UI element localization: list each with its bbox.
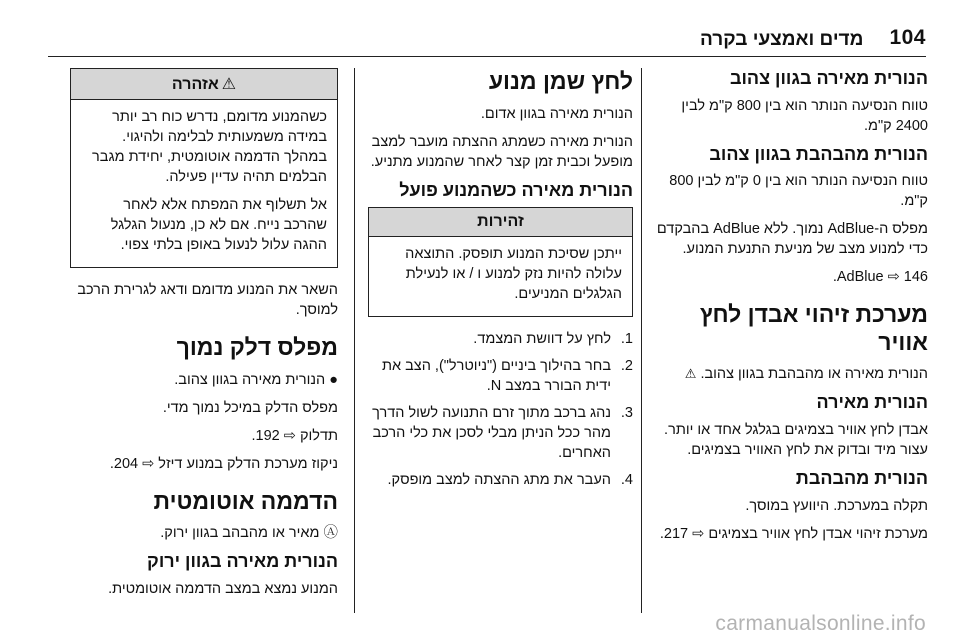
tire-pressure-text: הנורית מאירה או מהבהבת בגוון צהוב. bbox=[700, 366, 928, 383]
oil-intro: הנורית מאירה בגוון אדום. bbox=[480, 105, 633, 122]
autostop-subtext: המנוע נמצא במצב הדממה אוטומטית. bbox=[108, 580, 338, 597]
low-fuel-bullet-text: הנורית מאירה בגוון צהוב. bbox=[174, 371, 326, 388]
autostop-subheading: הנורית מאירה בגוון ירוק bbox=[147, 551, 338, 572]
oil-intro-2: הנורית מאירה כשמתג ההצתה מועבר למצב מופעל וכבית זמן קצר לאחר שהמנוע מתניע. bbox=[370, 133, 633, 170]
step-number: 3. bbox=[620, 405, 633, 422]
step-text: נהג ברכב מתוך זרם התנועה לשול הדרך מהר ככל הניתן מבלי לסכן את כלי הרכב האחרים. bbox=[372, 405, 611, 462]
low-fuel-indicator bbox=[70, 370, 338, 390]
warning-body bbox=[71, 100, 337, 267]
watermark: carmanualsonline.info bbox=[715, 612, 926, 635]
header-rule bbox=[48, 56, 926, 57]
page-title: מדים ואמצעי בקרה bbox=[700, 29, 864, 50]
adblue-text: מפלס ה-AdBlue נמוך. ללא AdBlue בהבקדם כדי למנוע מצב של מניעת התנעת המנוע. bbox=[656, 221, 928, 258]
warning-triangle-icon: ⚠ bbox=[221, 74, 237, 93]
warning-text-1: כשהמנוע מדומם, נדרש כוח רב יותר במידה משמעותית לבלימה ולהיגוי. במהלך הדממה אוטומטית, יחידת מגבר הבלמים תהיה עדיין פעילה. bbox=[92, 109, 327, 185]
tire-pressure-heading: מערכת זיהוי אבדן לחץ אוויר bbox=[699, 301, 928, 355]
green-heading: הנורית מאירה בגוון צהוב bbox=[729, 68, 928, 88]
blink-text: טווח הנסיעה הנותר הוא בין 0 ק"מ לבין 800 ק"מ. bbox=[669, 173, 928, 210]
caution-heading: זהירות bbox=[369, 208, 632, 237]
green-text: טווח הנסיעה הנותר הוא בין 800 ק"מ לבין 2400 ק"מ. bbox=[681, 97, 928, 134]
warning-text-2: אל תשלוף את המפתח אלא לאחר שהרכב נייח. אם לא כן, מנעול הגלגל ההגה עלול לנעול באופן בלתי צפוי. bbox=[110, 197, 327, 253]
warning-box bbox=[70, 68, 338, 268]
caution-body bbox=[369, 237, 632, 316]
steps-list bbox=[368, 329, 633, 490]
low-fuel-heading: מפלס דלק נמוך bbox=[176, 334, 338, 360]
column-left bbox=[70, 68, 338, 607]
tire-flash-heading: הנורית מהבהבת bbox=[795, 467, 928, 488]
step-text: לחץ על דוושת המצמד. bbox=[473, 331, 611, 348]
caution-text: ייתכן שסיכת המנוע תופסק. התוצאה עלולה להיות נזק למנוע ו / או לנעילת הגלגלים המניעים. bbox=[405, 246, 622, 303]
autostop-heading: הדממה אוטומטית bbox=[153, 487, 338, 514]
tire-lit-text: אבדן לחץ אוויר בצמיגים בגלגל אחד או יותר. עצור מיד ובדוק את לחץ האוויר בצמיגים. bbox=[664, 421, 928, 458]
fuel-ref-2: ניקוז מערכת הדלק במנוע דיזל ⇨ 204. bbox=[109, 455, 338, 472]
step-number: 4. bbox=[620, 472, 633, 489]
list-item bbox=[368, 403, 633, 463]
warning-heading-text: אזהרה bbox=[171, 76, 219, 93]
column-divider bbox=[641, 68, 642, 613]
tire-flash-text: תקלה במערכת. היוועץ במוסך. bbox=[745, 497, 928, 514]
step-number: 2. bbox=[620, 358, 633, 375]
list-item bbox=[368, 329, 633, 349]
autostop-text: Ⓐ מאיר או מהבהב בגוון ירוק. bbox=[160, 525, 338, 542]
after-warning-text: השאר את המנוע מדומם ודאג לגרירת הרכב למוסך. bbox=[77, 282, 338, 318]
adblue-ref: AdBlue ⇨ 146. bbox=[832, 269, 928, 286]
tire-lit-heading: הנורית מאירה bbox=[816, 392, 928, 413]
bullet-icon: ● bbox=[329, 371, 338, 388]
page-header bbox=[0, 18, 960, 58]
step-text: העבר את מתג ההצתה למצב מופסק. bbox=[387, 472, 611, 489]
tire-warning-icon: ⚠ bbox=[684, 367, 697, 383]
tire-pressure-intro bbox=[650, 364, 928, 384]
list-item bbox=[368, 356, 633, 396]
list-item bbox=[368, 470, 633, 490]
tire-flash-ref: מערכת זיהוי אבדן לחץ אוויר בצמיגים ⇨ 217. bbox=[659, 525, 928, 542]
fuel-ref: תדלוק ⇨ 192. bbox=[251, 427, 338, 444]
column-right bbox=[650, 68, 928, 552]
caution-box bbox=[368, 207, 633, 317]
page-number: 104 bbox=[889, 26, 926, 49]
low-fuel-text: מפלס הדלק במיכל נמוך מדי. bbox=[162, 399, 338, 416]
column-middle bbox=[368, 68, 633, 497]
oil-pressure-heading: לחץ שמן מנוע bbox=[488, 68, 633, 94]
column-divider bbox=[354, 68, 355, 613]
warning-heading bbox=[71, 69, 337, 100]
step-number: 1. bbox=[620, 331, 633, 348]
step-text: בחר בהילוך ביניים ("ניוטרל"), הצב את ידית הבורר במצב N. bbox=[381, 358, 611, 395]
oil-running-heading: הנורית מאירה כשהמנוע פועל bbox=[399, 179, 633, 200]
blink-heading: הנורית מהבהבת בגוון צהוב bbox=[709, 143, 928, 164]
